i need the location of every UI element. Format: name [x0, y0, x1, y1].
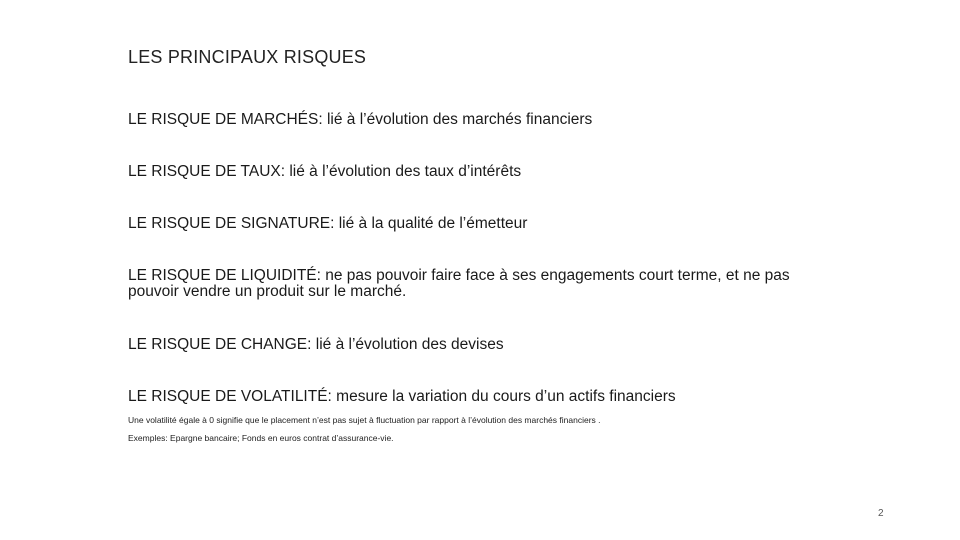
- slide-title: LES PRINCIPAUX RISQUES: [128, 47, 367, 67]
- risk-item-liquidite: LE RISQUE DE LIQUIDITÉ: ne pas pouvoir faire face à ses engagements court terme, et ne pas pouvoir vendre un produit sur le marché.: [128, 267, 790, 300]
- risk-item-signature: LE RISQUE DE SIGNATURE: lié à la qualité de l’émetteur: [128, 215, 528, 232]
- examples-note: Exemples: Epargne bancaire; Fonds en euros contrat d’assurance-vie.: [128, 433, 394, 443]
- risk-item-change: LE RISQUE DE CHANGE: lié à l’évolution des devises: [128, 336, 504, 353]
- page-number: 2: [878, 508, 884, 519]
- volatility-note: Une volatilité égale à 0 signifie que le placement n’est pas sujet à fluctuation par rapport à l’évolution des marchés financiers .: [128, 415, 601, 425]
- risk-item-taux: LE RISQUE DE TAUX: lié à l’évolution des taux d’intérêts: [128, 163, 522, 180]
- risk-item-marches: LE RISQUE DE MARCHÉS: lié à l’évolution des marchés financiers: [128, 111, 593, 128]
- risk-item-volatilite: LE RISQUE DE VOLATILITÉ: mesure la variation du cours d’un actifs financiers: [128, 388, 676, 405]
